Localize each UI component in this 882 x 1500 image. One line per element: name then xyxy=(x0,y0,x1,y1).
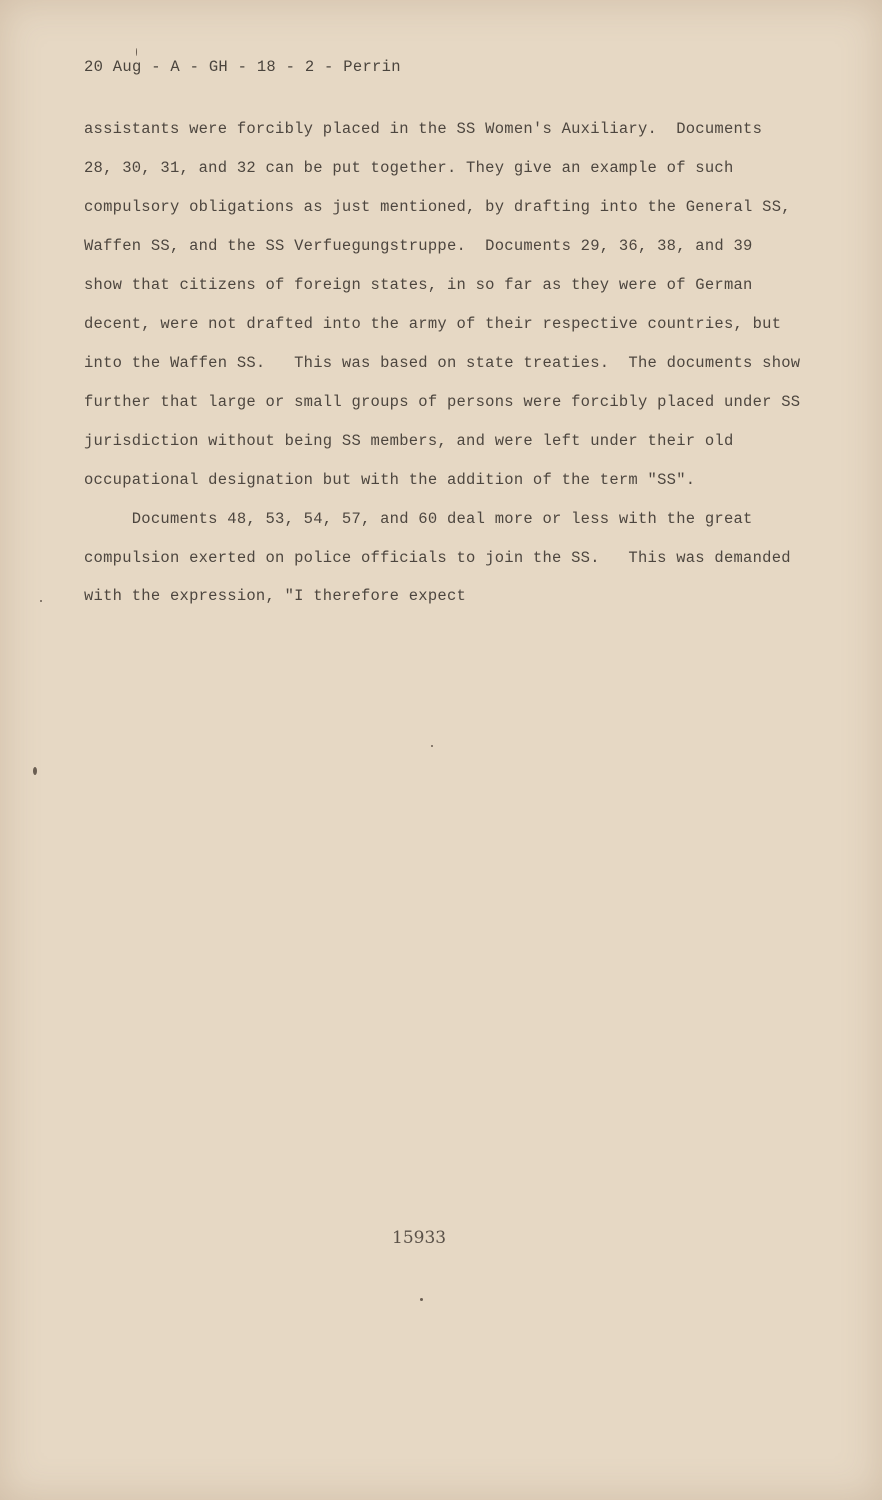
body-line-7: into the Waffen SS. This was based on state treaties. The documents show xyxy=(84,354,801,372)
body-line-1: assistants were forcibly placed in the SS Women's Auxiliary. Documents xyxy=(84,120,763,138)
body-line-13: with the expression, "I therefore expect xyxy=(84,587,467,605)
page-header: 20 Aug - A - GH - 18 - 2 - Perrin xyxy=(84,58,401,76)
body-line-6: decent, were not drafted into the army of their respective countries, but xyxy=(84,315,782,333)
body-line-10: occupational designation but with the addition of the term "SS". xyxy=(84,471,696,489)
body-line-3: compulsory obligations as just mentioned, by drafting into the General SS, xyxy=(84,198,791,216)
paper-speck xyxy=(420,1298,423,1301)
paper-speck xyxy=(40,600,42,602)
body-line-4: Waffen SS, and the SS Verfuegungstruppe. Documents 29, 36, 38, and 39 xyxy=(84,237,753,255)
paper-speck xyxy=(33,767,37,775)
body-line-2: 28, 30, 31, and 32 can be put together. They give an example of such xyxy=(84,159,734,177)
body-line-8: further that large or small groups of persons were forcibly placed under SS xyxy=(84,393,801,411)
body-line-11: Documents 48, 53, 54, 57, and 60 deal more or less with the great xyxy=(84,510,753,528)
body-line-5: show that citizens of foreign states, in so far as they were of German xyxy=(84,276,753,294)
paper-speck xyxy=(136,48,137,56)
page-number: 15933 xyxy=(392,1228,447,1248)
body-line-12: compulsion exerted on police officials to join the SS. This was demanded xyxy=(84,549,791,567)
paper-speck xyxy=(431,745,433,747)
body-line-9: jurisdiction without being SS members, and were left under their old xyxy=(84,432,734,450)
